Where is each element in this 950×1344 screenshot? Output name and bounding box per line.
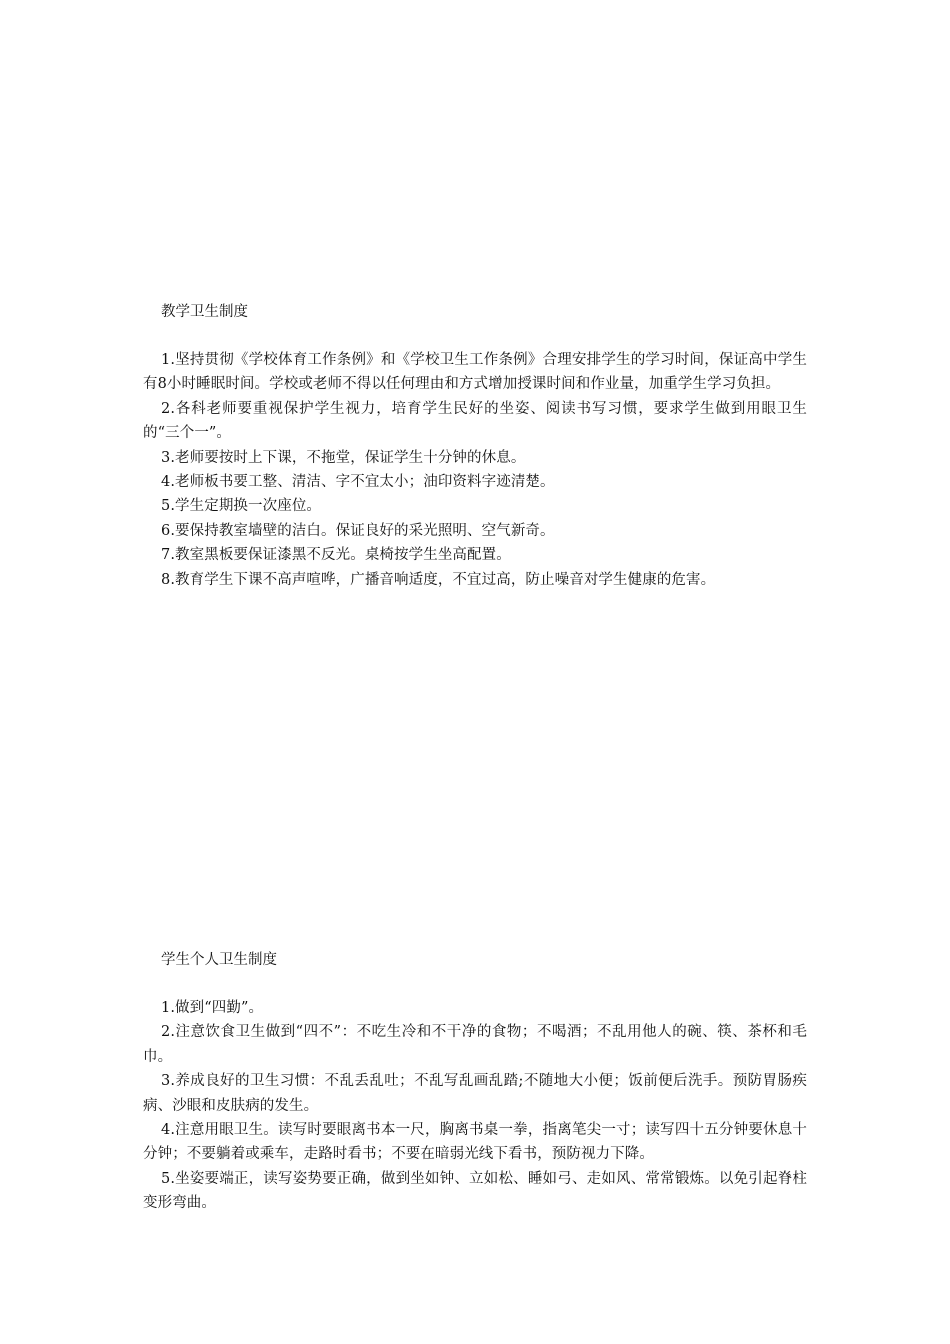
list-item: 7.教室黑板要保证漆黑不反光。桌椅按学生坐高配置。 (161, 547, 511, 564)
student-hygiene-section (143, 948, 807, 1216)
list-item: 6.要保持教室墙壁的洁白。保证良好的采光照明、空气新奇。 (161, 522, 555, 539)
list-item: 5.学生定期换一次座位。 (161, 498, 322, 515)
list-item: 2.注意饮食卫生做到“四不”：不吃生冷和不干净的食物；不喝酒；不乱用他人的碗、筷、茶杯和毛巾。 (143, 1024, 807, 1065)
list-item: 4.老师板书要工整、清洁、字不宜太小；油印资料字迹清楚。 (161, 474, 555, 491)
section-title: 教学卫生制度 (161, 304, 248, 320)
list-item: 3.养成良好的卫生习惯：不乱丢乱吐；不乱写乱画乱踏;不随地大小便；饭前便后洗手。预防胃肠疾病、沙眼和皮肤病的发生。 (143, 1073, 807, 1114)
list-item: 4.注意用眼卫生。读写时要眼离书本一尺，胸离书桌一拳，指离笔尖一寸；读写四十五分钟要休息十分钟；不要躺着或乘车，走路时看书；不要在暗弱光线下看书，预防视力下降。 (143, 1122, 807, 1163)
section-title: 学生个人卫生制度 (161, 952, 277, 968)
list-item: 8.教育学生下课不高声喧哗，广播音响适度，不宜过高，防止噪音对学生健康的危害。 (161, 571, 716, 588)
list-item: 1.做到“四勤”。 (161, 1000, 264, 1016)
teaching-hygiene-section (143, 300, 807, 592)
list-item: 3.老师要按时上下课，不拖堂，保证学生十分钟的休息。 (161, 449, 526, 466)
list-item: 1.坚持贯彻《学校体育工作条例》和《学校卫生工作条例》合理安排学生的学习时间，保证高中学生有8小时睡眠时间。学校或老师不得以任何理由和方式增加授课时间和作业量，加重学生学习负担。 (143, 352, 807, 393)
list-item: 5.坐姿要端正，读写姿势要正确，做到坐如钟、立如松、睡如弓、走如风、常常锻炼。以免引起脊柱变形弯曲。 (143, 1170, 807, 1212)
list-item: 2.各科老师要重视保护学生视力，培育学生民好的坐姿、阅读书写习惯，要求学生做到用眼卫生的“三个一”。 (143, 400, 807, 442)
